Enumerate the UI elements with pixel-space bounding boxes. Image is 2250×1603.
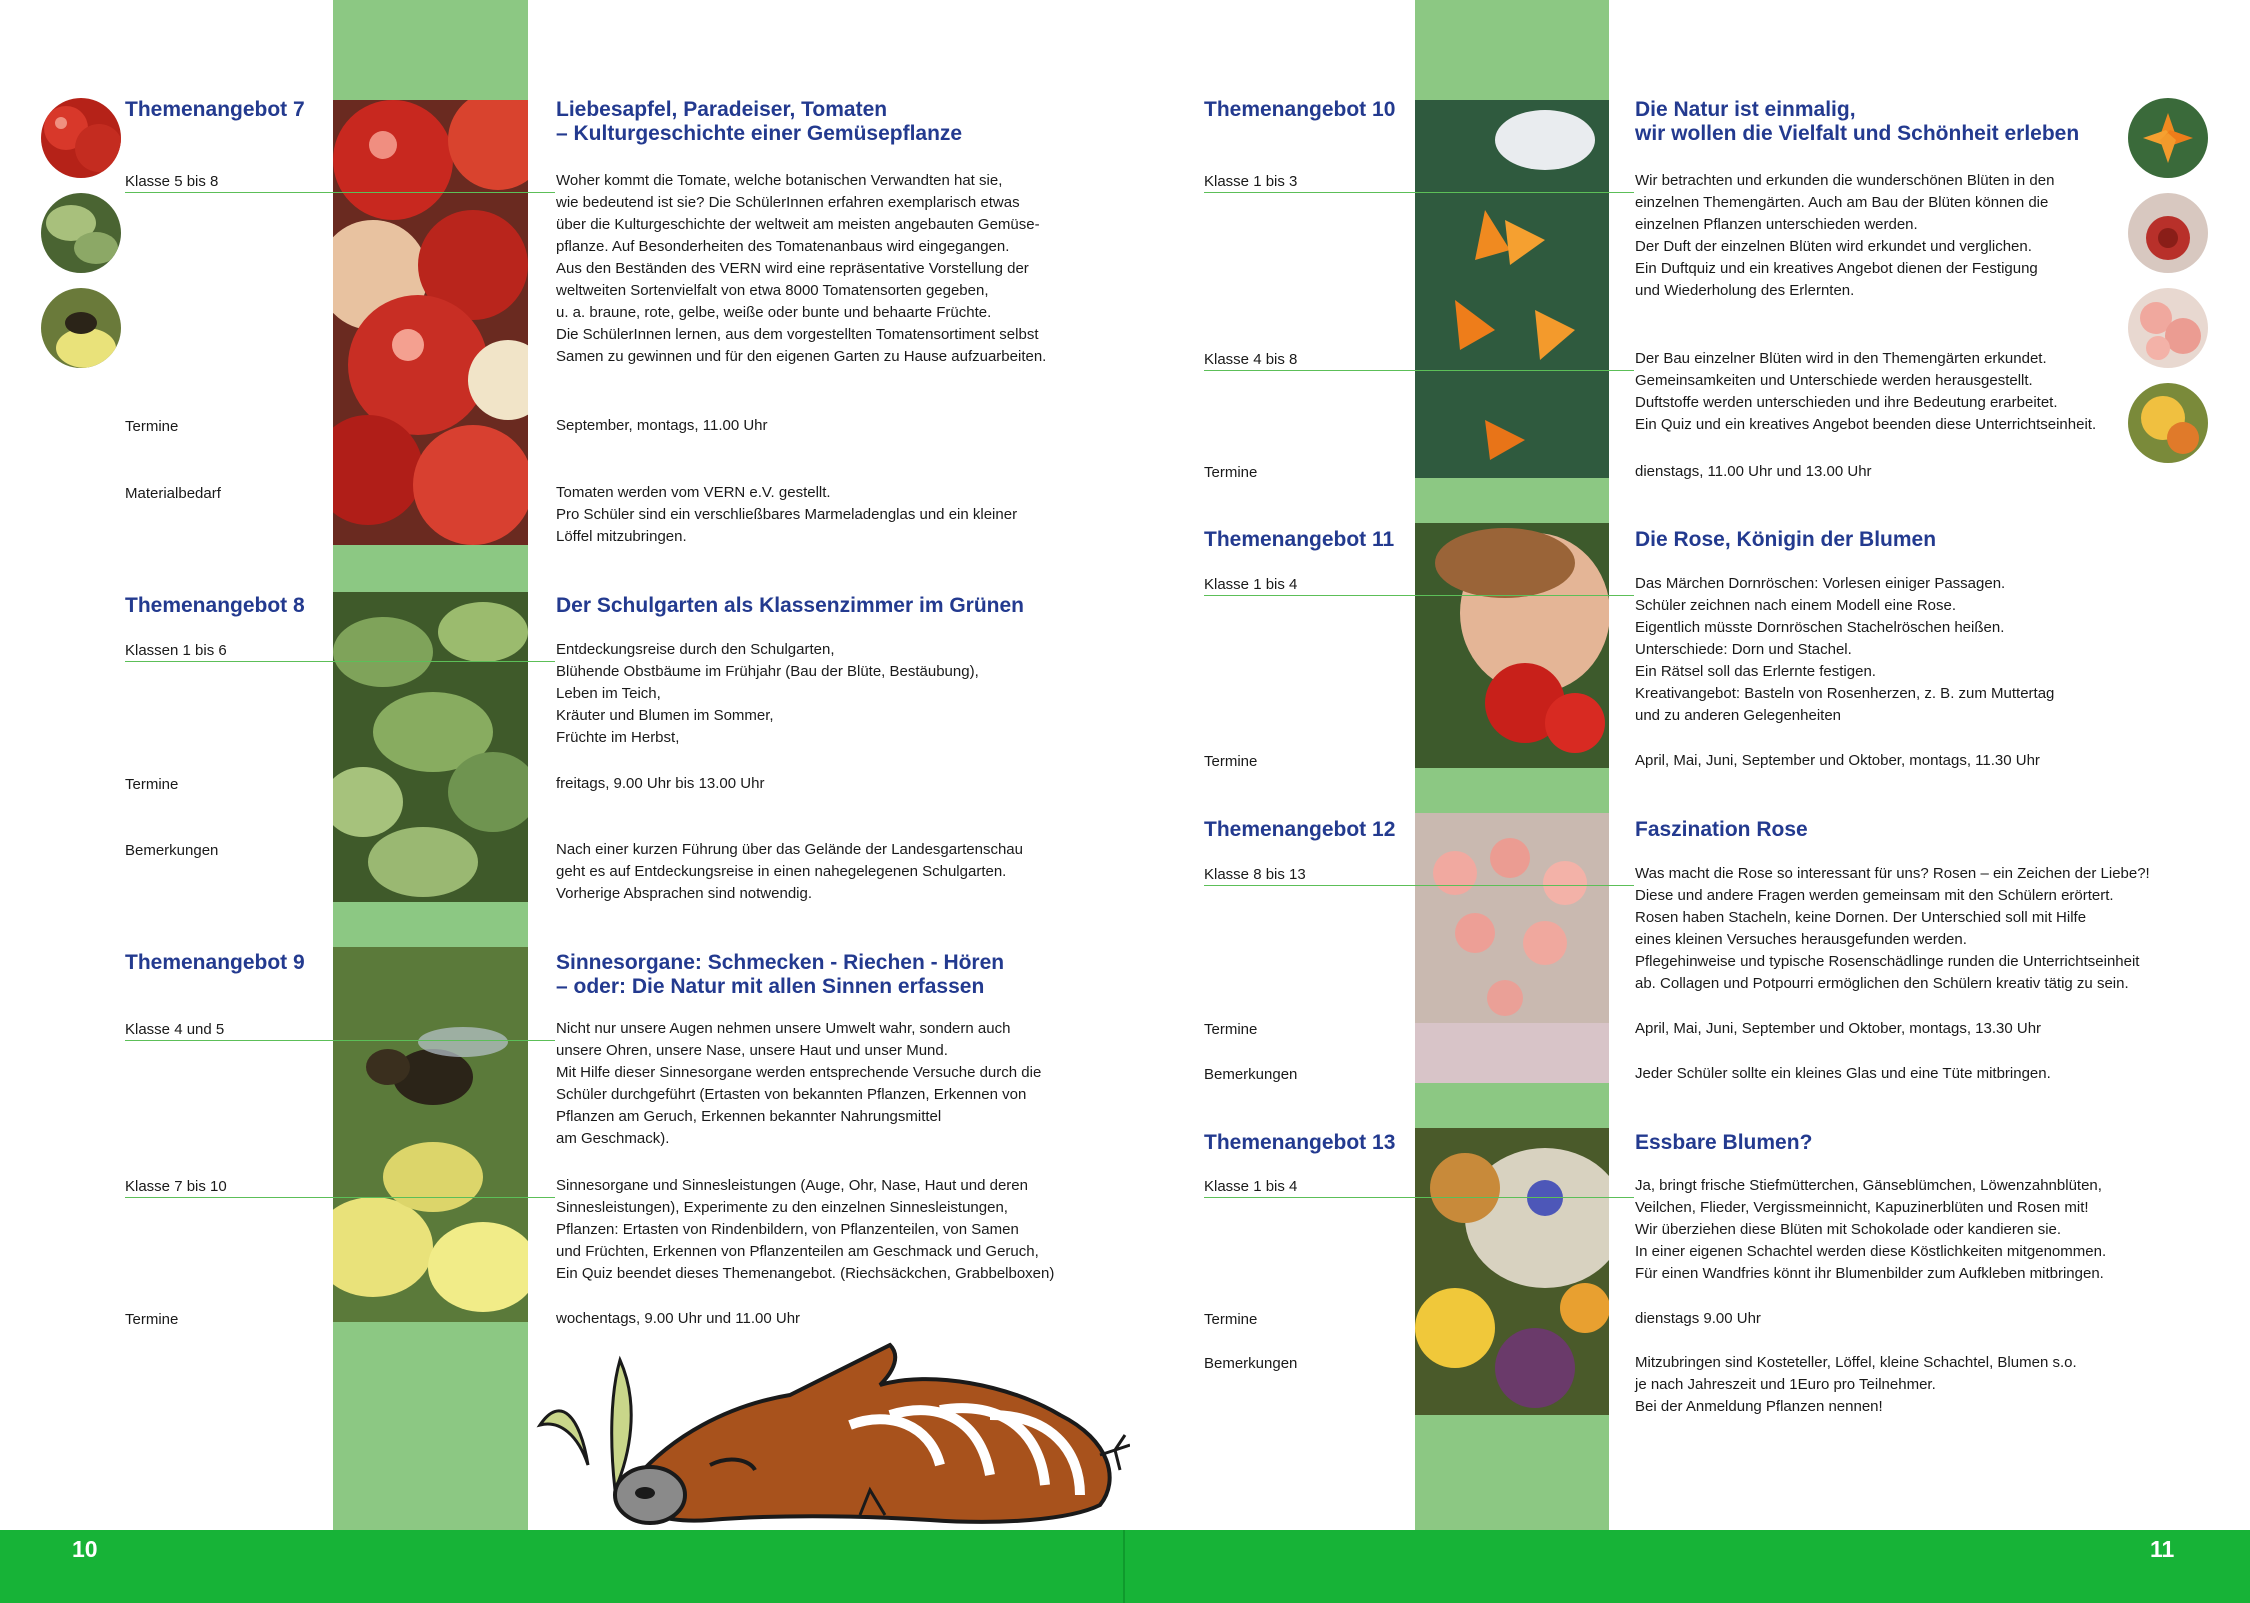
offer-title [1635,818,1808,842]
offer-row-text [556,839,1023,905]
offer-title [1635,528,1936,552]
offer-row-line: Für einen Wandfries könnt ihr Blumenbilder zum Aufkleben mitbringen. [1635,1265,2104,1282]
offer-row-label: Termine [125,776,179,793]
offer-row-text [1635,750,2040,772]
offer-row-line: wochentags, 9.00 Uhr und 11.00 Uhr [556,1310,801,1327]
offer-row-line: Ein Quiz und ein kreatives Angebot beenden diese Unterrichtseinheit. [1635,416,2097,433]
offer-row-text [556,773,764,795]
offer-row-line: Samen zu gewinnen und für den eigenen Garten zu Hause aufzuarbeiten. [556,348,1047,365]
offer-row-rule [1204,192,1634,193]
offer-title-line: – Kulturgeschichte einer Gemüsepflanze [556,122,963,145]
page-number-left: 10 [72,1536,98,1562]
offer-row-label: Bemerkungen [1204,1355,1298,1372]
offer-title-line: Sinnesorgane: Schmecken - Riechen - Hören [556,951,1005,974]
boar-mascot-icon [530,1315,1130,1530]
offer-row-line: wie bedeutend ist sie? Die SchülerInnen erfahren exemplarisch etwas [556,194,1020,211]
offer-row-line: Sinnesleistungen), Experimente zu den einzelnen Sinnesleistungen, [556,1199,1008,1216]
offer-row-line: Ein Duftquiz und ein kreatives Angebot dienen der Festigung [1635,260,2038,277]
offer-title-line: – oder: Die Natur mit allen Sinnen erfassen [556,975,985,998]
pink-rose-circle-icon [2128,288,2208,368]
offer-row-line: Leben im Teich, [556,685,661,702]
offer-row-label: Klasse 1 bis 4 [1204,576,1298,593]
offer-heading: Themenangebot 9 [125,951,305,974]
offer-row-label: Bemerkungen [1204,1066,1298,1083]
offer-row-text [1635,1352,2077,1418]
offer-row-line: Jeder Schüler sollte ein kleines Glas und eine Tüte mitbringen. [1635,1065,2051,1082]
offer-row-line: Aus den Beständen des VERN wird eine repräsentative Vorstellung der [556,260,1029,277]
offer-row-text [1635,863,2150,995]
offer-heading: Themenangebot 12 [1204,818,1396,841]
offer-row-line: geht es auf Entdeckungsreise in einen nahegelegenen Schulgarten. [556,863,1007,880]
offer-row-line: einzelnen Pflanzen unterschieden werden. [1635,216,1918,233]
offer-row-line: pflanze. Auf Besonderheiten des Tomatenanbaus wird eingegangen. [556,238,1010,255]
offer-row-label: Klassen 1 bis 6 [125,642,227,659]
offer-row-line: Pro Schüler sind ein verschließbares Marmeladenglas und ein kleiner [556,506,1018,523]
offer-title [1635,98,2079,146]
offer-row-line: je nach Jahreszeit und 1Euro pro Teilnehmer. [1635,1376,1936,1393]
offer-row-line: Bei der Anmeldung Pflanzen nennen! [1635,1398,1883,1415]
offer-row-text [1635,170,2054,302]
offer-row-label: Termine [1204,1021,1258,1038]
pink-roses-photo [1415,813,1609,1083]
offer-row-line: dienstags 9.00 Uhr [1635,1310,1761,1327]
offer-row-line: Duftstoffe werden unterschieden und ihre Bedeutung erarbeitet. [1635,394,2058,411]
offer-row-line: über die Kulturgeschichte der weltweit am meisten angebauten Gemüse- [556,216,1040,233]
offer-row-label: Termine [125,1311,179,1328]
offer-row-text [556,482,1017,548]
offer-row-line: Die SchülerInnen lernen, aus dem vorgestellten Tomatensortiment selbst [556,326,1039,343]
offer-title-line: Die Rose, Königin der Blumen [1635,528,1937,551]
offer-row-line: Ein Quiz beendet dieses Themenangebot. (Riechsäckchen, Grabbelboxen) [556,1265,1055,1282]
offer-row-line: und Früchten, Erkennen von Pflanzenteilen am Geschmack und Geruch, [556,1243,1039,1260]
offer-title [556,594,1024,618]
offer-row-line: am Geschmack). [556,1130,670,1147]
offer-row-line: Eigentlich müsste Dornröschen Stachelröschen heißen. [1635,619,2005,636]
offer-title-line: Der Schulgarten als Klassenzimmer im Grünen [556,594,1024,617]
offer-row-line: Blühende Obstbäume im Frühjahr (Bau der Blüte, Bestäubung), [556,663,979,680]
page-divider [1123,1530,1125,1603]
offer-title-line: Liebesapfel, Paradeiser, Tomaten [556,98,888,121]
offer-row-line: April, Mai, Juni, September und Oktober, montags, 11.30 Uhr [1635,752,2040,769]
offer-row-line: u. a. braune, rote, gelbe, weiße oder bunte und behaarte Früchte. [556,304,992,321]
offer-row-label: Termine [125,418,179,435]
offer-row-label: Klasse 7 bis 10 [125,1178,227,1195]
offer-heading: Themenangebot 7 [125,98,305,121]
offer-row-text [556,170,1046,368]
offer-row-line: Pflanzen: Ertasten von Rindenbildern, von Pflanzenteilen, von Samen [556,1221,1019,1238]
offer-title-line: Faszination Rose [1635,818,1808,841]
offer-row-label: Klasse 8 bis 13 [1204,866,1306,883]
offer-row-label: Termine [1204,464,1258,481]
offer-row-text [1635,1018,2041,1040]
offer-title-line: wir wollen die Vielfalt und Schönheit erleben [1635,122,2080,145]
offer-row-line: eines kleinen Versuches herausgefunden werden. [1635,931,1967,948]
offer-row-line: Das Märchen Dornröschen: Vorlesen einiger Passagen. [1635,575,2006,592]
offer-row-line: Früchte im Herbst, [556,729,680,746]
offer-row-line: Löffel mitzubringen. [556,528,687,545]
offer-row-text [1635,348,2096,436]
offer-row-line: Woher kommt die Tomate, welche botanischen Verwandten hat sie, [556,172,1003,189]
offer-row-label: Materialbedarf [125,485,221,502]
offer-row-line: Der Duft der einzelnen Blüten wird erkundet und verglichen. [1635,238,2032,255]
offer-heading: Themenangebot 13 [1204,1131,1396,1154]
offer-row-line: Was macht die Rose so interessant für uns? Rosen – ein Zeichen der Liebe?! [1635,865,2150,882]
offer-row-label: Klasse 4 und 5 [125,1021,225,1038]
offer-row-rule [1204,370,1634,371]
offer-row-text [556,639,979,749]
lily-photo [1415,100,1609,478]
offer-row-text [556,1175,1054,1285]
offer-row-rule [1204,595,1634,596]
leaf-circle-icon [41,193,121,273]
child-rose-photo [1415,523,1609,768]
offer-row-rule [125,661,555,662]
offer-row-line: Wir betrachten und erkunden die wunderschönen Blüten in den [1635,172,2055,189]
offer-row-line: einzelnen Themengärten. Auch am Bau der Blüten können die [1635,194,2049,211]
offer-row-text [1635,573,2054,727]
offer-row-text [556,415,768,437]
offer-row-label: Termine [1204,753,1258,770]
offer-row-line: Ein Rätsel soll das Erlernte festigen. [1635,663,1876,680]
offer-row-rule [1204,885,1634,886]
offer-row-line: Tomaten werden vom VERN e.V. gestellt. [556,484,831,501]
rose-circle-icon [2128,193,2208,273]
leaf-photo [333,592,528,902]
offer-row-label: Klasse 1 bis 3 [1204,173,1298,190]
offer-row-text [556,1018,1041,1150]
offer-row-text [1635,1308,1761,1330]
offer-row-line: Der Bau einzelner Blüten wird in den Themengärten erkundet. [1635,350,2047,367]
page-number-right: 11 [2150,1536,2175,1562]
offer-row-line: dienstags, 11.00 Uhr und 13.00 Uhr [1635,463,1872,480]
offer-row-line: freitags, 9.00 Uhr bis 13.00 Uhr [556,775,765,792]
offer-row-label: Bemerkungen [125,842,219,859]
bee-circle-icon [41,288,121,368]
offer-row-line: Wir überziehen diese Blüten mit Schokolade oder kandieren sie. [1635,1221,2062,1238]
offer-heading: Themenangebot 8 [125,594,305,617]
offer-row-line: Vorherige Absprachen sind notwendig. [556,885,813,902]
offer-row-line: Pflegehinweise und typische Rosenschädlinge runden die Unterrichtseinheit [1635,953,2140,970]
offer-title [556,951,1004,999]
offer-row-line: Mit Hilfe dieser Sinnesorgane werden entsprechende Versuche durch die [556,1064,1042,1081]
offer-row-text [1635,461,1872,483]
offer-row-line: Mitzubringen sind Kosteteller, Löffel, kleine Schachtel, Blumen s.o. [1635,1354,2077,1371]
offer-row-rule [1204,1197,1634,1198]
offer-row-line: Ja, bringt frische Stiefmütterchen, Gänseblümchen, Löwenzahnblüten, [1635,1177,2102,1194]
offer-row-line: April, Mai, Juni, September und Oktober, montags, 13.30 Uhr [1635,1020,2042,1037]
offer-row-line: Diese und andere Fragen werden gemeinsam mit den Schülern erörtert. [1635,887,2114,904]
offer-row-line: Veilchen, Flieder, Vergissmeinnicht, Kapuzinerblüten und Rosen mit! [1635,1199,2089,1216]
offer-heading: Themenangebot 10 [1204,98,1396,121]
offer-row-label: Termine [1204,1311,1258,1328]
offer-row-line: In einer eigenen Schachtel werden diese Köstlichkeiten mitgenommen. [1635,1243,2107,1260]
offer-row-rule [125,1040,555,1041]
offer-row-line: und zu anderen Gelegenheiten [1635,707,1842,724]
offer-row-line: unsere Ohren, unsere Nase, unsere Haut und unser Mund. [556,1042,948,1059]
offer-title-line: Die Natur ist einmalig, [1635,98,1856,121]
offer-row-line: Kreativangebot: Basteln von Rosenherzen, z. B. zum Muttertag [1635,685,2055,702]
offer-title [556,98,962,146]
offer-title-line: Essbare Blumen? [1635,1131,1813,1154]
offer-row-line: Pflanzen am Geruch, Erkennen bekannter Nahrungsmittel [556,1108,942,1125]
offer-row-line: Entdeckungsreise durch den Schulgarten, [556,641,835,658]
offer-row-rule [125,1197,555,1198]
tomato-circle-icon [41,98,121,178]
offer-row-line: Gemeinsamkeiten und Unterschiede werden herausgestellt. [1635,372,2033,389]
mixed-flower-circle-icon [2128,383,2208,463]
bee-photo [333,947,528,1322]
offer-row-line: Kräuter und Blumen im Sommer, [556,707,774,724]
offer-title [1635,1131,1812,1155]
offer-heading: Themenangebot 11 [1204,528,1395,551]
offer-row-line: Unterschiede: Dorn und Stachel. [1635,641,1852,658]
offer-row-rule [125,192,555,193]
offer-row-line: Schüler durchgeführt (Ertasten von bekannten Pflanzen, Erkennen von [556,1086,1027,1103]
lily-circle-icon [2128,98,2208,178]
offer-row-label: Klasse 5 bis 8 [125,173,219,190]
offer-row-line: ab. Collagen und Potpourri ermöglichen den Schülern kreativ tätig zu sein. [1635,975,2129,992]
offer-row-line: weltweiten Sortenvielfalt von etwa 8000 Tomatensorten gegeben, [556,282,989,299]
offer-row-text [1635,1063,2051,1085]
tomato-photo [333,100,528,545]
offer-row-label: Klasse 1 bis 4 [1204,1178,1298,1195]
offer-row-line: Rosen haben Stacheln, keine Dornen. Der Unterschied soll mit Hilfe [1635,909,2087,926]
offer-row-text [1635,1175,2106,1285]
offer-row-line: Nicht nur unsere Augen nehmen unsere Umwelt wahr, sondern auch [556,1020,1011,1037]
footer-bar [0,1530,2250,1603]
offer-row-line: Schüler zeichnen nach einem Modell eine Rose. [1635,597,1957,614]
offer-row-line: September, montags, 11.00 Uhr [556,417,768,434]
offer-row-line: Nach einer kurzen Führung über das Gelände der Landesgartenschau [556,841,1023,858]
offer-row-line: Sinnesorgane und Sinnesleistungen (Auge, Ohr, Nase, Haut und deren [556,1177,1028,1194]
edible-flowers-photo [1415,1128,1609,1415]
offer-row-label: Klasse 4 bis 8 [1204,351,1298,368]
offer-row-line: und Wiederholung des Erlernten. [1635,282,1855,299]
